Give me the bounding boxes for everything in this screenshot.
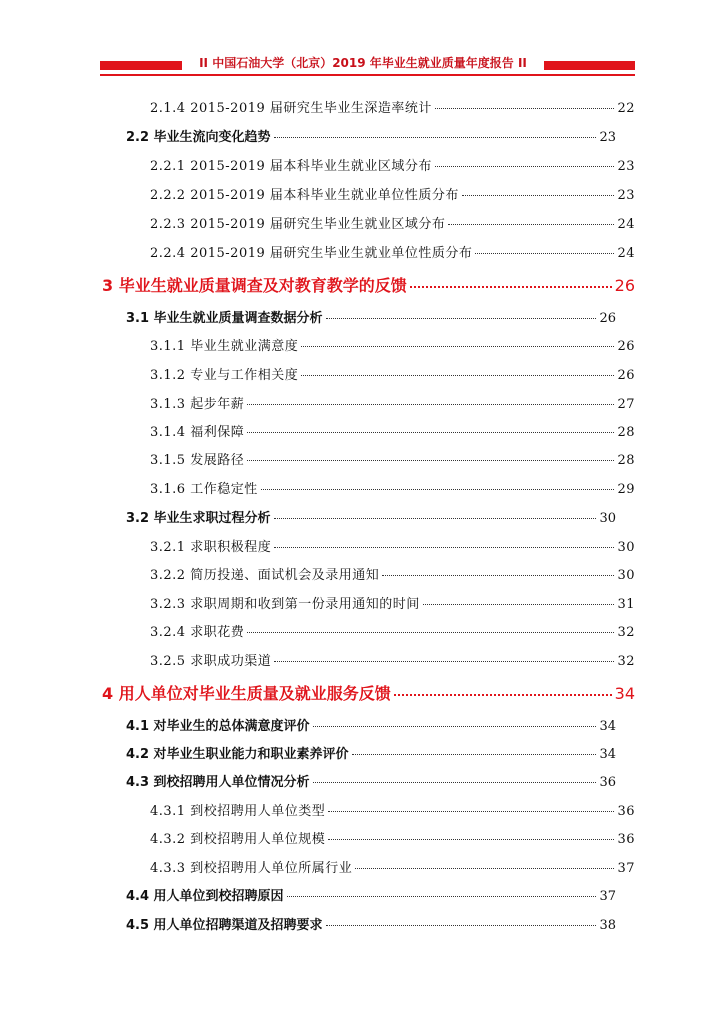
toc-entry-title: 4.3.2 到校招聘用人单位规模 — [150, 832, 326, 847]
toc-entry-title: 3.1 毕业生就业质量调查数据分析 — [126, 311, 323, 326]
toc-dot-leader — [382, 574, 614, 576]
toc-entry-title: 3.1.2 专业与工作相关度 — [150, 368, 299, 383]
toc-entry[interactable] — [150, 478, 635, 497]
toc-dot-leader — [448, 223, 614, 225]
toc-entry[interactable] — [150, 564, 635, 583]
toc-entry-title: 3.2.1 求职积极程度 — [150, 540, 272, 555]
header-bar-left — [100, 61, 182, 70]
header-title: II 中国石油大学（北京）2019 年毕业生就业质量年度报告 II — [199, 56, 527, 70]
toc-dot-leader — [475, 252, 614, 254]
toc-dot-leader — [410, 285, 612, 288]
toc-entry[interactable] — [102, 273, 635, 296]
toc-dot-leader — [435, 107, 615, 109]
toc-entry-title: 2.2.4 2015-2019 届研究生毕业生就业单位性质分布 — [150, 246, 473, 261]
toc-entry-title: 4.3.3 到校招聘用人单位所属行业 — [150, 861, 353, 876]
toc-dot-leader — [355, 867, 614, 869]
toc-page-number: 26 — [614, 276, 635, 295]
header-rule — [100, 74, 635, 76]
toc-entry-title: 3.2.2 简历投递、面试机会及录用通知 — [150, 568, 380, 583]
toc-dot-leader — [328, 810, 614, 812]
toc-entry[interactable] — [150, 650, 635, 669]
toc-page-number: 22 — [617, 101, 635, 116]
toc-dot-leader — [423, 603, 615, 605]
toc-entry-title: 2.1.4 2015-2019 届研究生毕业生深造率统计 — [150, 101, 432, 116]
toc-page-number: 23 — [617, 159, 635, 174]
toc-entry[interactable] — [150, 155, 635, 174]
toc-entry[interactable] — [150, 335, 635, 354]
toc-dot-leader — [274, 136, 597, 138]
toc-page-number: 32 — [617, 625, 635, 640]
toc-entry-title: 4.2 对毕业生职业能力和职业素养评价 — [126, 747, 349, 762]
toc-dot-leader — [274, 546, 614, 548]
toc-entry[interactable] — [150, 393, 635, 412]
toc-entry[interactable] — [150, 828, 635, 847]
toc-page-number: 27 — [617, 397, 635, 412]
toc-dot-leader — [274, 660, 614, 662]
toc-entry-title: 3.1.4 福利保障 — [150, 425, 245, 440]
toc-page-number: 24 — [617, 246, 635, 261]
toc-dot-leader — [328, 838, 614, 840]
toc-entry-title: 2.2 毕业生流向变化趋势 — [126, 130, 271, 145]
toc-dot-leader — [287, 895, 597, 897]
toc-dot-leader — [394, 693, 612, 696]
toc-dot-leader — [326, 924, 597, 926]
toc-entry-title: 3.2.4 求职花费 — [150, 625, 245, 640]
toc-entry[interactable] — [126, 771, 616, 790]
toc-dot-leader — [462, 194, 615, 196]
toc-dot-leader — [247, 459, 614, 461]
toc-page-number: 32 — [617, 654, 635, 669]
toc-entry[interactable] — [126, 715, 616, 734]
toc-entry-title: 3.2 毕业生求职过程分析 — [126, 511, 271, 526]
toc-page-number: 24 — [617, 217, 635, 232]
toc-page-number: 34 — [599, 747, 616, 762]
toc-dot-leader — [247, 431, 614, 433]
toc-dot-leader — [247, 631, 614, 633]
toc-page-number: 36 — [617, 804, 635, 819]
toc-entry[interactable] — [126, 914, 616, 933]
toc-page-number: 26 — [599, 311, 616, 326]
toc-entry-title: 3.2.5 求职成功渠道 — [150, 654, 272, 669]
toc-entry[interactable] — [126, 885, 616, 904]
toc-page-number: 26 — [617, 368, 635, 383]
toc-page-number: 28 — [617, 425, 635, 440]
toc-dot-leader — [301, 374, 614, 376]
toc-dot-leader — [435, 165, 615, 167]
toc-entry-title: 3.1.3 起步年薪 — [150, 397, 245, 412]
header-bar-right — [544, 61, 635, 70]
toc-page-number: 23 — [617, 188, 635, 203]
toc-page-number: 37 — [617, 861, 635, 876]
toc-entry[interactable] — [126, 507, 616, 526]
toc-entry-title: 4 用人单位对毕业生质量及就业服务反馈 — [102, 684, 391, 703]
toc-entry-title: 4.3 到校招聘用人单位情况分析 — [126, 775, 310, 790]
toc-entry-title: 3.1.1 毕业生就业满意度 — [150, 339, 299, 354]
toc-entry[interactable] — [150, 536, 635, 555]
toc-entry[interactable] — [126, 126, 616, 145]
toc-entry-title: 2.2.3 2015-2019 届研究生毕业生就业区域分布 — [150, 217, 446, 232]
toc-page-number: 30 — [617, 540, 635, 555]
toc-entry-title: 3.2.3 求职周期和收到第一份录用通知的时间 — [150, 597, 420, 612]
toc-entry[interactable] — [150, 242, 635, 261]
toc-entry[interactable] — [150, 213, 635, 232]
toc-entry[interactable] — [150, 593, 635, 612]
toc-page-number: 30 — [617, 568, 635, 583]
toc-entry-title: 4.1 对毕业生的总体满意度评价 — [126, 719, 310, 734]
page-header — [0, 53, 724, 79]
toc-entry[interactable] — [150, 621, 635, 640]
toc-page-number: 34 — [599, 719, 616, 734]
toc-dot-leader — [313, 725, 597, 727]
toc-page-number: 37 — [599, 889, 616, 904]
toc-entry[interactable] — [150, 184, 635, 203]
toc-entry-title: 3.1.5 发展路径 — [150, 453, 245, 468]
toc-page-number: 34 — [614, 684, 635, 703]
toc-page-number: 26 — [617, 339, 635, 354]
toc-dot-leader — [352, 753, 597, 755]
toc-page-number: 31 — [617, 597, 635, 612]
toc-page-number: 28 — [617, 453, 635, 468]
toc-entry[interactable] — [126, 743, 616, 762]
toc-dot-leader — [326, 317, 597, 319]
toc-entry[interactable] — [150, 97, 635, 116]
toc-entry[interactable] — [150, 449, 635, 468]
toc-entry[interactable] — [126, 307, 616, 326]
toc-page-number: 30 — [599, 511, 616, 526]
toc-dot-leader — [301, 345, 614, 347]
toc-entry[interactable] — [150, 857, 635, 876]
toc-entry[interactable] — [150, 364, 635, 383]
toc-entry-title: 2.2.2 2015-2019 届本科毕业生就业单位性质分布 — [150, 188, 459, 203]
toc-dot-leader — [261, 488, 615, 490]
toc-dot-leader — [247, 403, 614, 405]
toc-entry[interactable] — [102, 681, 635, 704]
toc-page-number: 29 — [617, 482, 635, 497]
toc-entry-title: 2.2.1 2015-2019 届本科毕业生就业区域分布 — [150, 159, 432, 174]
toc-entry-title: 4.3.1 到校招聘用人单位类型 — [150, 804, 326, 819]
toc-entry[interactable] — [150, 800, 635, 819]
toc-page-number: 36 — [599, 775, 616, 790]
toc-dot-leader — [313, 781, 597, 783]
toc-entry-title: 4.4 用人单位到校招聘原因 — [126, 889, 284, 904]
toc-entry[interactable] — [150, 421, 635, 440]
toc-page-number: 23 — [599, 130, 616, 145]
toc-entry-title: 3 毕业生就业质量调查及对教育教学的反馈 — [102, 276, 407, 295]
toc-page-number: 38 — [599, 918, 616, 933]
toc-page-number: 36 — [617, 832, 635, 847]
toc-entry-title: 4.5 用人单位招聘渠道及招聘要求 — [126, 918, 323, 933]
toc-dot-leader — [274, 517, 597, 519]
toc-entry-title: 3.1.6 工作稳定性 — [150, 482, 258, 497]
